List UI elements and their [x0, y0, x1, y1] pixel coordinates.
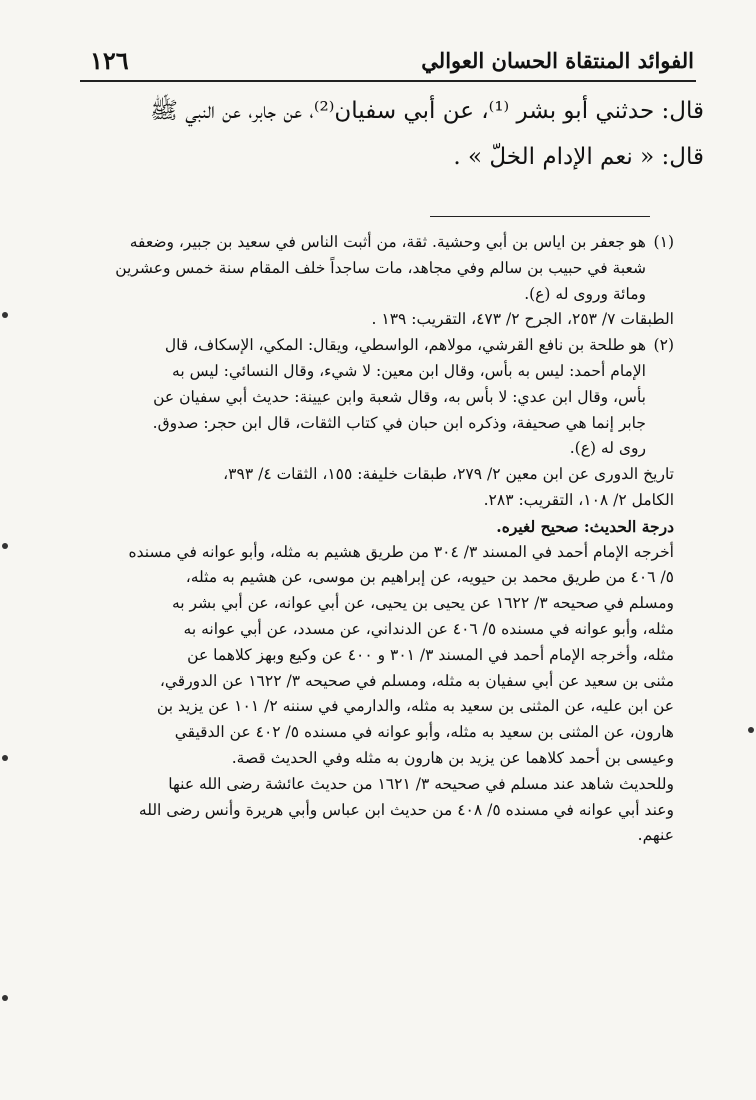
hadith-text [88, 88, 704, 180]
hadith-line-2: قال: « نعم الإدام الخلّ » . [453, 144, 704, 170]
scan-mark [2, 543, 8, 549]
takhrij-line: مثله، وأخرجه الإمام أحمد في المسند ٣/ ٣٠١ و ٤٠٠ عن وكيع وبهز كلاهما عن [187, 645, 674, 664]
footnote-1-line: (١)هو جعفر بن اياس بن أبي وحشية. ثقة، من أثبت الناس في سعيد بن جبير، وضعفه [75, 230, 674, 256]
footnote-2-sources: الكامل ٢/ ١٠٨، التقريب: ٢٨٣. [483, 490, 674, 509]
running-title: الفوائد المنتقاة الحسان العوالي [421, 47, 694, 73]
page-number: ١٢٦ [90, 45, 129, 75]
takhrij-line: عنهم. [637, 826, 674, 845]
takhrij-line: ومسلم في صحيحه ٣/ ١٦٢٢ عن يحيى بن يحيى، عن أبي عوانه، عن أبي بشر به [171, 594, 674, 613]
footnote-number: (٢) [653, 336, 674, 355]
footnote-1-line: ومائة وروى له (ع). [524, 284, 646, 303]
footnote-separator [430, 216, 650, 217]
footnote-2-line: جابر إنما هي صحيفة، وذكره ابن حبان في كتاب الثقات، قال ابن حجر: صدوق. [152, 413, 646, 432]
footnote-2-line: بأس، وقال ابن عدي: لا بأس به، وقال شعبة وابن عيينة: حديث أبي سفيان عن [153, 387, 646, 406]
takhrij-line: أخرجه الإمام أحمد في المسند ٣/ ٣٠٤ من طريق هشيم به مثله، وأبو عوانه في مسنده [128, 542, 674, 561]
footnote-1-line: شعبة في حبيب بن سالم وفي مجاهد، مات ساجداً خلف المقام سنة خمس وعشرين [115, 258, 646, 277]
takhrij-line: مثنى بن سعيد عن أبي سفيان به مثله، ومسلم في صحيحه ٣/ ١٦٢٢ عن الدورقي، [159, 671, 674, 690]
footnote-number: (١) [653, 233, 674, 251]
takhrij-line: هارون، عن المثنى بن سعيد به مثله، وأبو عوانه في مسنده ٥/ ٤٠٢ عن الدقيقي [174, 723, 674, 742]
footnote-2-line: روى له (ع). [569, 439, 646, 458]
takhrij-line: ٥/ ٤٠٦ من طريق محمد بن حيويه، عن إبراهيم بن موسى، عن هشيم به مثله، [185, 568, 674, 587]
page-header [90, 38, 694, 82]
footnote-2-sources: تاريخ الدورى عن ابن معين ٢/ ٢٧٩، طبقات خليفة: ١٥٥، الثقات ٤/ ٣٩٣، [223, 465, 674, 484]
footnote-1-sources: الطبقات ٧/ ٢٥٣، الجرح ٢/ ٤٧٣، التقريب: ١٣٩ . [371, 310, 674, 329]
takhrij-line: مثله، وأبو عوانه في مسنده ٥/ ٤٠٦ عن الدنداني، عن مسدد، عن أبي عوانه به [183, 619, 674, 638]
footnotes [75, 230, 674, 849]
hadith-grade-heading: درجة الحديث: صحيح لغيره. [496, 516, 674, 536]
takhrij-line: وعيسى بن أحمد كلاهما عن يزيد بن هارون به مثله وفي الحديث قصة. [231, 748, 674, 767]
takhrij-line: وعند أبي عوانه في مسنده ٥/ ٤٠٨ من حديث ابن عباس وأبي هريرة وأنس رضى الله [138, 800, 674, 819]
takhrij-line: عن ابن عليه، عن المثنى بن سعيد به مثله، والدارمي في سننه ٢/ ١٠١ عن يزيد بن [156, 697, 674, 716]
scan-mark [2, 995, 8, 1001]
header-rule [80, 80, 696, 82]
hadith-line-1: قال: حدثني أبو بشر ⁽¹⁾، عن أبي سفيان⁽²⁾، عن جابر، عن النبي ﷺ [150, 98, 704, 124]
scan-mark [748, 727, 754, 733]
scan-mark [2, 755, 8, 761]
takhrij-line: وللحديث شاهد عند مسلم في صحيحه ٣/ ١٦٢١ من حديث عائشة رضى الله عنها [168, 774, 674, 793]
footnote-2-line: (٢)هو طلحة بن نافع القرشي، مولاهم، الواسطي، ويقال: المكي، الإسكاف، قال [75, 333, 674, 359]
footnote-2-line: الإمام أحمد: ليس به بأس، وقال ابن معين: لا شيء، وقال النسائي: ليس به [172, 361, 646, 380]
scan-mark [2, 312, 8, 318]
